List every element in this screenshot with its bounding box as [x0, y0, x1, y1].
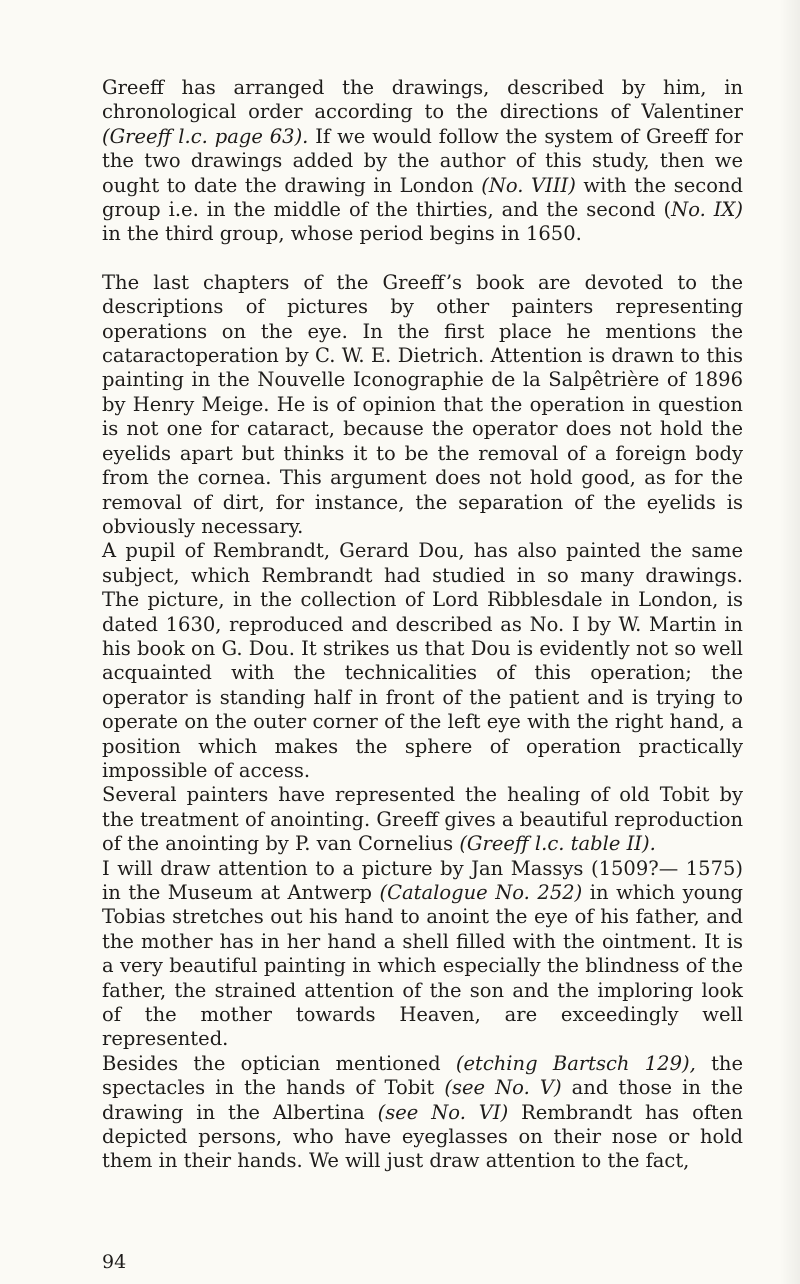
- paragraph: [102, 1052, 743, 1174]
- text-run: with the second group i.e. in the middle of the thirties, and the second (: [102, 173, 744, 222]
- text-run: Several painters have represented the healing of old Tobit by the treatment of anointing. Greeff gives a beautiful reproduction of the anointing by P. van Cornelius: [102, 783, 743, 856]
- italic-citation: No. IX): [671, 198, 743, 222]
- paragraph: [102, 857, 743, 1052]
- text-run: The last chapters of the Greeff’s book are devoted to the descriptions of pictures by other painters representing operations on the eye. In the first place he mentions the cataractoperation by C. W. E. Dietrich. Attention is drawn to this painting in the Nouvelle Iconographie de la Salpêtrière of 1896 by Henry Meige. He is of opinion that the operation in question is not one for cataract, because the operator does not hold the eyelids apart but thinks it to be the removal of a foreign body from the cornea. This argument does not hold good, as for the removal of dirt, for instance, the separation of the eyelids is obviously necessary.: [102, 270, 743, 538]
- paragraph: [102, 783, 743, 856]
- text-run: in the third group, whose period begins in 1650.: [102, 222, 582, 246]
- text-run: in which young Tobias stretches out his hand to anoint the eye of his father, and the mother has in her hand a shell filled with the ointment. It is a very beautiful painting in which especially the blindness of the father, the strained attention of the son and the imploring look of the mother towards Heaven, are exceedingly well represented.: [102, 881, 743, 1051]
- italic-citation: (Catalogue No. 252): [379, 881, 583, 904]
- italic-citation: (see No. VI): [377, 1100, 509, 1124]
- text-run: and those in the drawing in the Albertina: [102, 1076, 743, 1124]
- text-run: the spectacles in the hands of Tobit: [102, 1051, 743, 1100]
- italic-citation: (Greeff l.c. page 63).: [102, 124, 309, 148]
- paragraph: [102, 271, 743, 539]
- paragraph: [102, 539, 743, 783]
- italic-citation: (Greeff l.c. table II).: [459, 832, 656, 856]
- text-run: Rembrandt has often depicted persons, who have eyeglasses on their nose or hold them in their hands. We will just draw attention to the fact,: [102, 1100, 743, 1173]
- paragraph: [102, 76, 743, 247]
- text-run: Besides the optician mentioned: [102, 1051, 456, 1075]
- italic-citation: (see No. V): [444, 1076, 562, 1100]
- italic-citation: (etching Bartsch 129),: [455, 1051, 696, 1075]
- text-run: Greeff has arranged the drawings, described by him, in chronological order according to the directions of Valentiner: [102, 76, 743, 124]
- italic-citation: (No. VIII): [481, 173, 576, 197]
- text-run: I will draw attention to a picture by Jan Massys (1509?— 1575) in the Museum at Antwerp: [102, 856, 743, 904]
- page-number: 94: [102, 1251, 127, 1273]
- text-run: A pupil of Rembrandt, Gerard Dou, has also painted the same subject, which Rembrandt had studied in so many drawings. The picture, in the collection of Lord Ribblesdale in London, is dated 1630, reproduced and described as No. I by W. Martin in his book on G. Dou. It strikes us that Dou is evidently not so well acquainted with the technicalities of this operation; the operator is standing half in front of the patient and is trying to operate on the outer corner of the left eye with the right hand, a position which makes the sphere of operation practically impossible of access.: [102, 539, 743, 782]
- text-run: If we would follow the system of Greeff for the two drawings added by the author of this study, then we ought to date the drawing in London: [102, 124, 743, 197]
- body-text: [102, 76, 743, 1174]
- page-edge-shadow: [780, 0, 800, 1284]
